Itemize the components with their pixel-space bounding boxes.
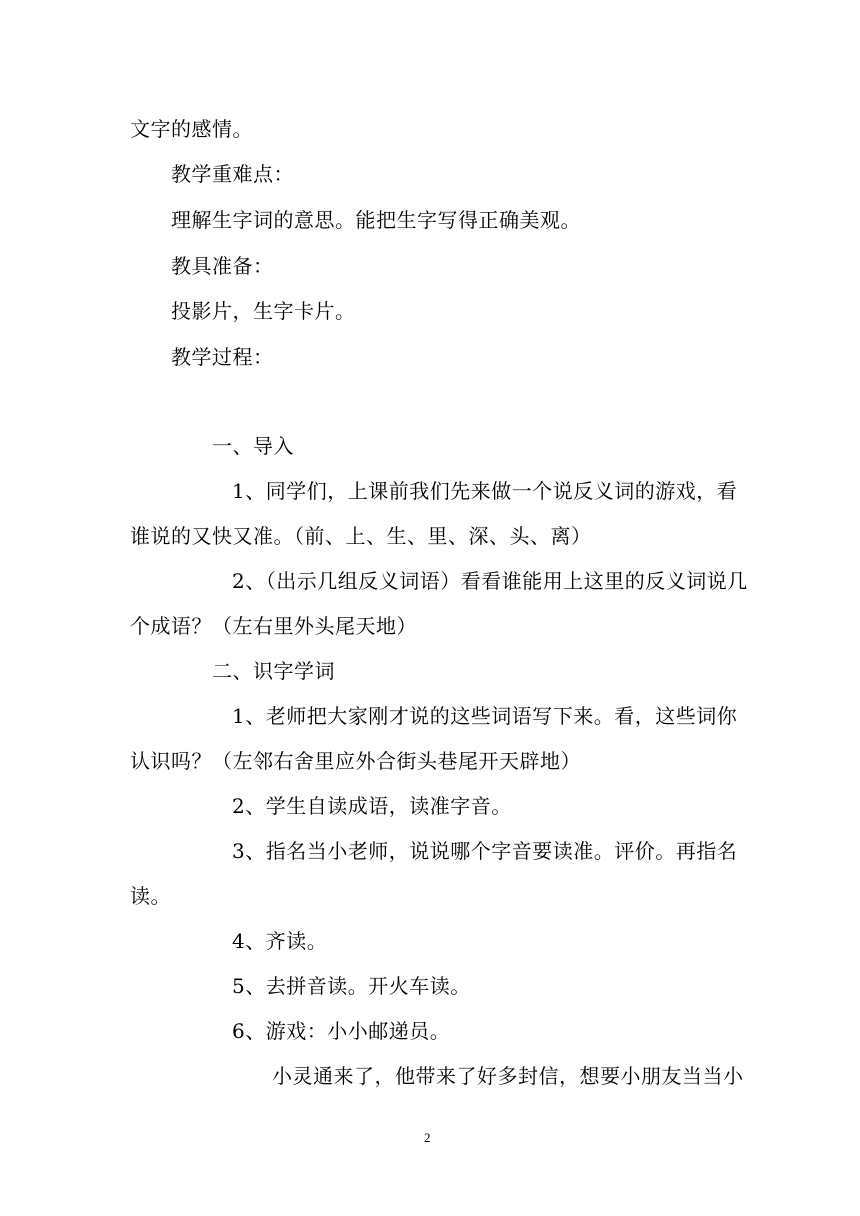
section-heading: 教学重难点： [171,162,294,186]
text-line: 理解生字词的意思。能把生字写得正确美观。 [171,208,581,232]
text-line: 2、学生自读成语，读准字音。 [232,794,512,818]
text-line: 认识吗？（左邻右舍里应外合街头巷尾开天辟地） [130,749,581,773]
text-line: 5、去拼音读。开火车读。 [232,974,471,998]
text-line: 文字的感情。 [130,117,253,141]
section-heading: 一、导入 [212,434,294,458]
text-line: 个成语？（左右里外头尾天地） [130,614,417,638]
section-heading: 教学过程： [171,345,274,369]
text-line: 1、同学们，上课前我们先来做一个说反义词的游戏，看 [232,479,738,503]
text-line: 1、老师把大家刚才说的这些词语写下来。看，这些词你 [232,704,738,728]
section-heading: 二、识字学词 [212,659,335,683]
page-number: 2 [424,1130,431,1145]
text-line: 读。 [130,884,171,908]
text-line: 投影片，生字卡片。 [171,299,356,323]
text-line: 2、（出示几组反义词语）看看谁能用上这里的反义词说几 [232,569,748,593]
section-heading: 教具准备： [171,254,274,278]
text-line: 小灵通来了，他带来了好多封信，想要小朋友当当小 [272,1064,744,1088]
text-line: 谁说的又快又准。（前、上、生、里、深、头、离） [130,524,592,548]
text-line: 4、齐读。 [232,929,328,953]
text-line: 3、指名当小老师，说说哪个字音要读准。评价。再指名 [232,839,738,863]
text-line: 6、游戏：小小邮递员。 [232,1019,451,1043]
